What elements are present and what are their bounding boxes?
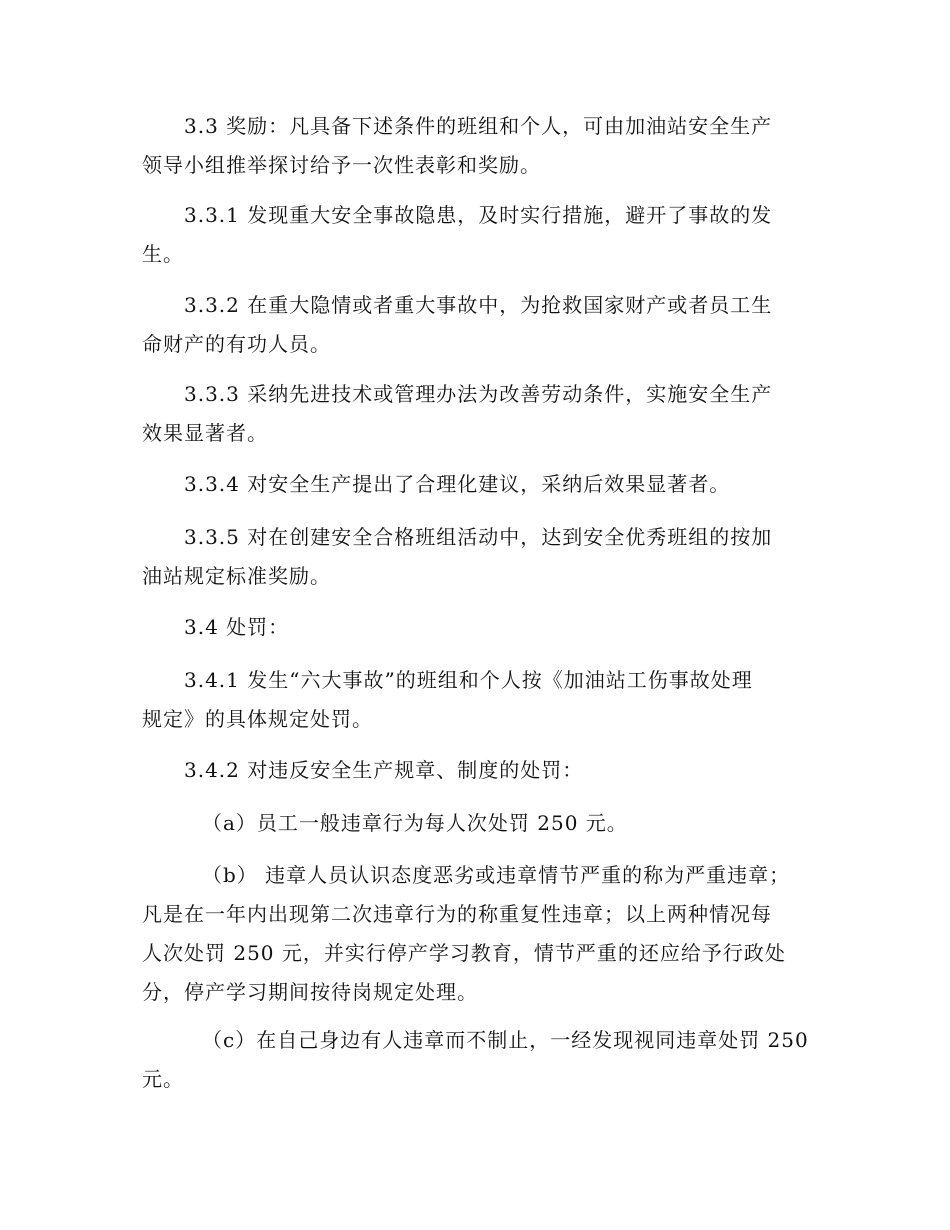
paragraph-line: 凡是在一年内出现第二次违章行为的称重复性违章；以上两种情况每	[142, 902, 772, 926]
paragraph-line: 3.3.5 对在创建安全合格班组活动中，达到安全优秀班组的按加	[184, 525, 773, 549]
paragraph-line: 3.4.2 对违反安全生产规章、制度的处罚：	[184, 758, 584, 782]
paragraph-a	[142, 804, 806, 843]
paragraph-line: 油站规定标准奖励。	[142, 564, 331, 588]
paragraph-3-3-5	[142, 518, 806, 596]
paragraph-3-3-4	[142, 465, 806, 504]
paragraph-c	[142, 1021, 809, 1099]
paragraph-3-3	[142, 107, 806, 185]
paragraph-line: 3.3.1 发现重大安全事故隐患，及时实行措施，避开了事故的发	[184, 203, 773, 227]
paragraph-line: 人次处罚 250 元，并实行停产学习教育，情节严重的还应给予行政处	[142, 941, 786, 965]
paragraph-3-4	[142, 608, 806, 647]
paragraph-3-3-1	[142, 196, 806, 274]
paragraph-line: 领导小组推举探讨给予一次性表彰和奖励。	[142, 153, 541, 177]
paragraph-line: 3.3.4 对安全生产提出了合理化建议，采纳后效果显著者。	[184, 472, 731, 496]
paragraph-line: 3.3.2 在重大隐情或者重大事故中，为抢救国家财产或者员工生	[184, 293, 773, 317]
paragraph-3-4-1	[142, 661, 806, 739]
paragraph-3-4-2	[142, 751, 806, 790]
paragraph-3-3-2	[142, 286, 806, 364]
paragraph-line: 效果显著者。	[142, 421, 268, 445]
paragraph-line: 命财产的有功人员。	[142, 332, 331, 356]
paragraph-line: 分，停产学习期间按待岗规定处理。	[142, 980, 478, 1004]
paragraph-line: 3.4.1 发生“六大事故”的班组和个人按《加油站工伤事故处理	[184, 668, 753, 692]
paragraph-line: （b） 违章人员认识态度恶劣或违章情节严重的称为严重违章；	[202, 863, 791, 887]
paragraph-line: 3.3.3 采纳先进技术或管理办法为改善劳动条件，实施安全生产	[184, 382, 773, 406]
paragraph-3-3-3	[142, 375, 806, 453]
paragraph-line: 生。	[142, 242, 184, 266]
paragraph-line: 3.4 处罚：	[184, 615, 290, 639]
paragraph-line: （c）在自己身边有人违章而不制止，一经发现视同违章处罚 250	[202, 1028, 809, 1052]
paragraph-b	[142, 856, 806, 1012]
paragraph-line: （a）员工一般违章行为每人次处罚 250 元。	[202, 811, 628, 835]
paragraph-line: 元。	[142, 1067, 184, 1091]
paragraph-line: 规定》的具体规定处罚。	[142, 707, 373, 731]
paragraph-line: 3.3 奖励：凡具备下述条件的班组和个人，可由加油站安全生产	[184, 114, 773, 138]
